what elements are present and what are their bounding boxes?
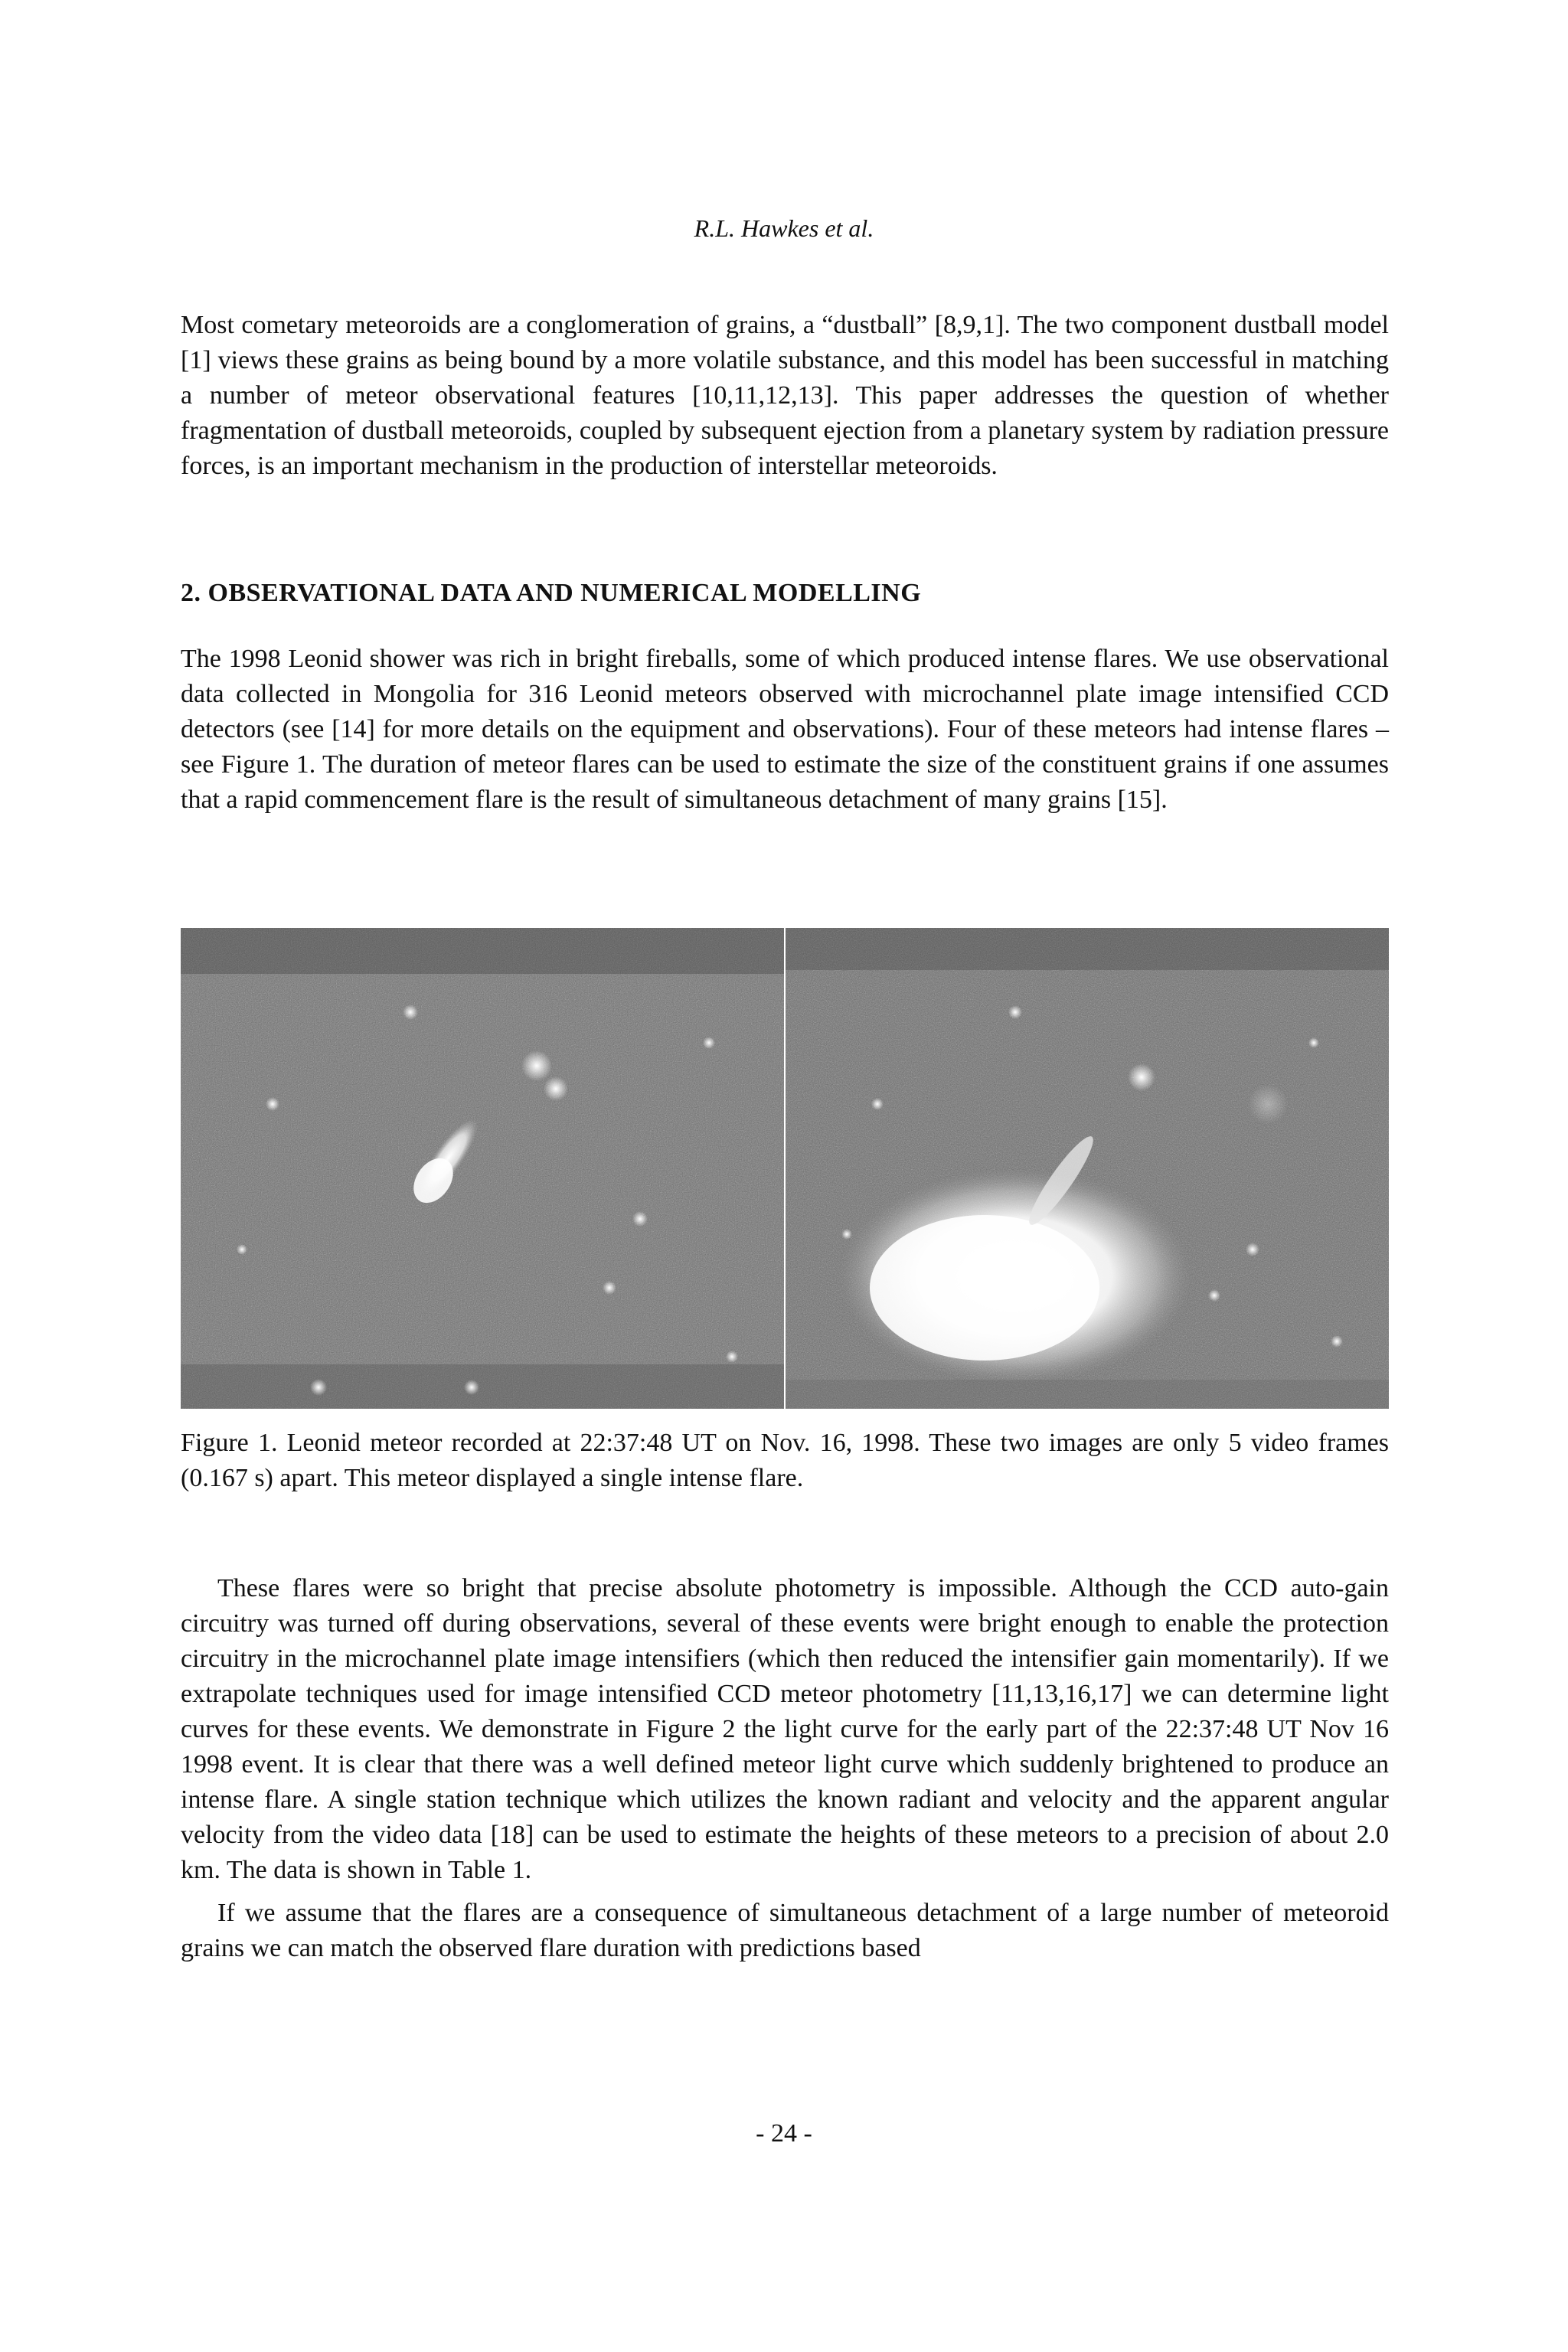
figure-1-panel-right xyxy=(786,928,1389,1409)
paragraph-photometry: These flares were so bright that precise absolute photometry is impossible. Although the CCD auto-gain circuitry was turned off during observations, several of these events were bright enough to enable the protection circuitry in the microchannel plate image intensifiers (which then reduced the intensifier gain momentarily). If we extrapolate techniques used for image intensified CCD meteor photometry [11,13,16,17] we can determine light curves for these events. We demonstrate in Figure 2 the light curve for the early part of the 22:37:48 UT Nov 16 1998 event. It is clear that there was a well defined meteor light curve which suddenly brightened to produce an intense flare. A single station technique which utilizes the known radiant and velocity and the apparent angular velocity from the video data [18] can be used to estimate the heights of these meteors to a precision of about 2.0 km. The data is shown in Table 1. xyxy=(181,1574,1389,1884)
paragraph-flare-assumption: If we assume that the flares are a consequence of simultaneous detachment of a large number of meteoroid grains we can match the observed flare duration with predictions based xyxy=(181,1899,1389,1962)
figure-1-caption: Figure 1. Leonid meteor recorded at 22:37:48 UT on Nov. 16, 1998. These two images are only 5 video frames (0.167 s) apart. This meteor displayed a single intense flare. xyxy=(181,1429,1389,1492)
paragraph-observations: The 1998 Leonid shower was rich in bright fireballs, some of which produced intense flares. We use observational data collected in Mongolia for 316 Leonid meteors observed with microchannel plate image intensified CCD detectors (see [14] for more details on the equipment and observations). Four of these meteors had intense flares – see Figure 1. The duration of meteor flares can be used to estimate the size of the constituent grains if one assumes that a rapid commencement flare is the result of simultaneous detachment of many grains [15]. xyxy=(181,645,1389,814)
figure-1 xyxy=(181,928,1389,1409)
meteor-image-during-flare xyxy=(786,928,1389,1409)
section-heading-block xyxy=(181,579,1389,608)
paragraph-dustball: Most cometary meteoroids are a conglomeration of grains, a “dustball” [8,9,1]. The two component dustball model [1] views these grains as being bound by a more volatile substance, and this model has been successful in matching a number of meteor observational features [10,11,12,13]. This paper addresses the question of whether fragmentation of dustball meteoroids, coupled by subsequent ejection from a planetary system by radiation pressure forces, is an important mechanism in the production of interstellar meteoroids. xyxy=(181,311,1389,480)
running-head: R.L. Hawkes et al. xyxy=(694,214,874,242)
page-number: - 24 - xyxy=(756,2119,812,2148)
meteor-image-before-flare xyxy=(181,928,784,1409)
photometry-paragraph-block xyxy=(181,1571,1389,1966)
intro-paragraph-block xyxy=(181,308,1389,484)
section-heading: 2. OBSERVATIONAL DATA AND NUMERICAL MODELLING xyxy=(181,579,922,607)
observations-paragraph-block xyxy=(181,642,1389,818)
figure-1-panel-left xyxy=(181,928,784,1409)
figure-1-caption-block xyxy=(181,1426,1389,1496)
